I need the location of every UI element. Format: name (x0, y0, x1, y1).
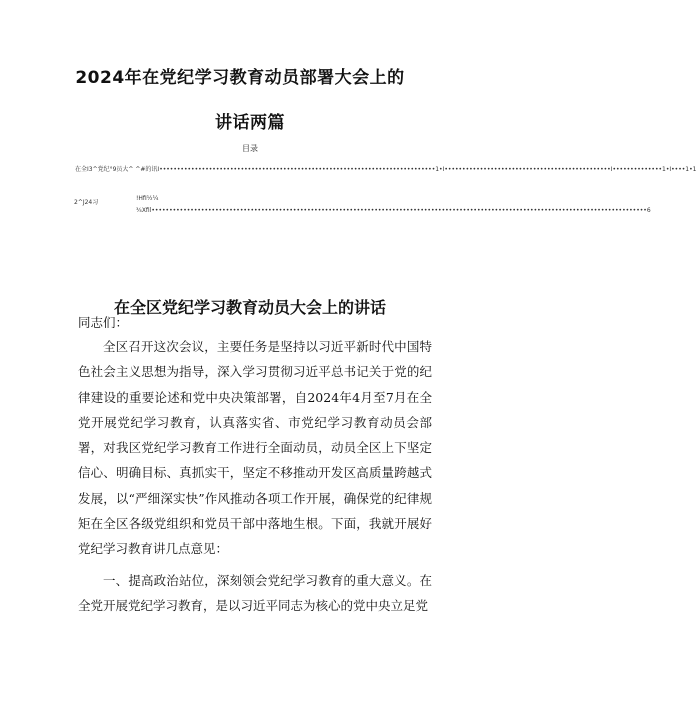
toc-entry-2-prefix: 2^J24习 (74, 199, 99, 206)
toc-entry-2-title: !HfI½¼ (136, 195, 159, 202)
section-title: 在全区党纪学习教育动员大会上的讲话 (113, 298, 386, 318)
toc-entry-1: 在全I3^党纪°9员大^ ^#的讯I••••••••••••••••••••••••••••••••••••••••••••••••••••••••••••••••••••••••••••••1•I•••••••••••••••••••••••••••••••••••••••••••••••I••••••••••••••1•I••••1•1 (75, 166, 696, 173)
toc-heading: 目录 (242, 144, 258, 153)
greeting: 同志们： (78, 315, 129, 330)
body-paragraph-2: 一、提高政治站位，深刻领会党纪学习教育的重大意义。在全党开展党纪学习教育，是以习近平同志为核心的党中央立足党 (78, 573, 432, 614)
document-title-line2: 讲话两篇 (215, 113, 285, 133)
toc-entry-2-leader: ¾Xfil••••••••••••••••••••••••••••••••••••••••••••••••••••••••••••••••••••••••••••••••••••••••••••••••••••••••••••••••••••••••••••••••••••••••••••6 (136, 207, 651, 214)
document-title-line1: 2024年在党纪学习教育动员部署大会上的 (75, 68, 405, 88)
body-paragraph-1: 全区召开这次会议，主要任务是坚持以习近平新时代中国特色社会主义思想为指导，深入学习贯彻习近平总书记关于党的纪律建设的重要论述和党中央决策部署，自2024年4月至7月在全党开展党纪学习教育，认真落实省、市党纪学习教育动员会部署，对我区党纪学习教育工作进行全面动员，动员全区上下坚定信心、明确目标、真抓实干，坚定不移推动开发区高质量跨越式发展，以“严细深实快”作风推动各项工作开展，确保党的纪律规矩在全区各级党组织和党员干部中落地生根。下面，我就开展好党纪学习教育讲几点意见： (78, 339, 432, 557)
